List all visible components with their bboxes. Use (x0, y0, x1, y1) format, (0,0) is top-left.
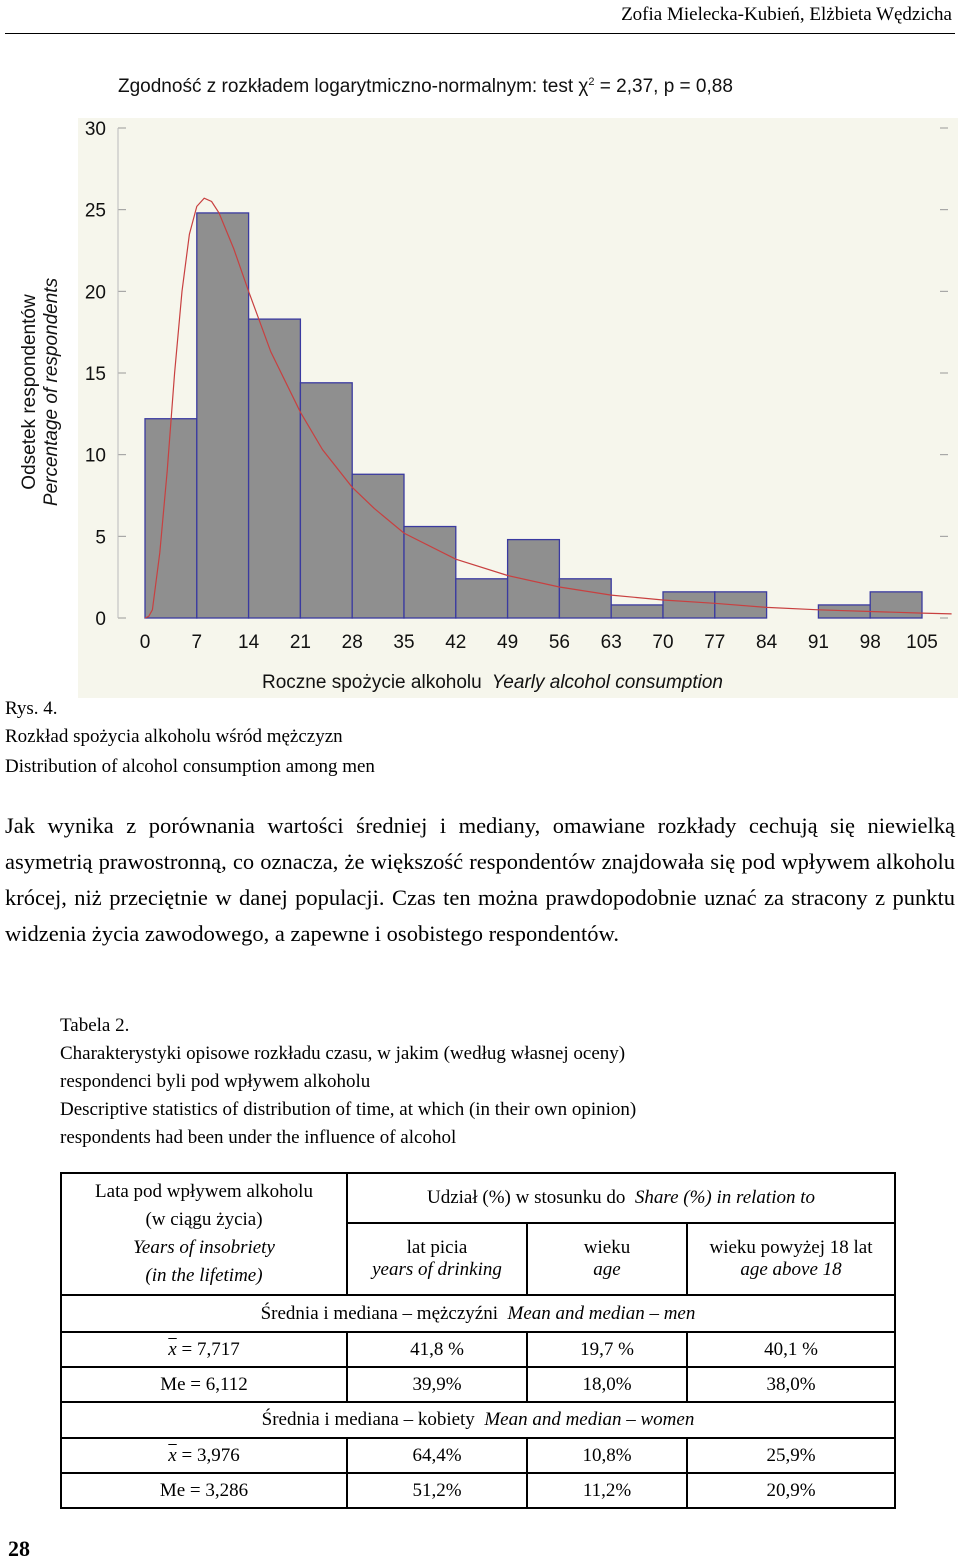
x-tick-label: 21 (289, 632, 311, 653)
x-tick-label: 49 (497, 632, 519, 653)
table-number: Tabela 2. (60, 1015, 130, 1036)
y-tick-label: 20 (84, 282, 106, 304)
statistics-table (60, 1172, 896, 1509)
y-tick-label: 15 (84, 364, 106, 385)
y-axis-label-pl: Odsetek respondentów (19, 294, 40, 490)
header-years-of-drinking: lat picia years of drinking (347, 1223, 527, 1295)
table-row: $\overline{x} = 7,717$ 41,8 % 19,7 % 40,1 % (61, 1332, 895, 1367)
y-tick-label: 5 (95, 527, 106, 549)
x-tick-label: 42 (445, 632, 467, 653)
running-header: Zofia Mielecka-Kubień, Elżbieta Wędzicha (621, 4, 952, 25)
x-tick-label: 7 (191, 632, 203, 653)
x-tick-label: 0 (139, 632, 151, 653)
histogram-bar (300, 383, 352, 618)
x-tick-label: 77 (704, 632, 726, 653)
histogram-bar (404, 527, 456, 618)
figure-title-en: Distribution of alcohol consumption among men (5, 756, 375, 777)
header-age: wieku age (527, 1223, 687, 1295)
y-tick-label: 0 (95, 609, 106, 630)
y-tick-label: 25 (84, 200, 106, 222)
y-tick-label: 10 (84, 445, 106, 467)
x-tick-label: 105 (906, 632, 938, 653)
x-tick-label: 28 (341, 632, 363, 653)
histogram-chart (0, 40, 960, 700)
table-caption (60, 1012, 636, 1152)
table-row: Me = 6,112 39,9% 18,0% 38,0% (61, 1367, 895, 1402)
x-tick-label: 63 (600, 632, 622, 653)
table-title-en-1: Descriptive statistics of distribution of time, at which (in their own opinion) (60, 1099, 637, 1120)
x-tick-label: 98 (859, 632, 881, 653)
histogram-bar (456, 579, 508, 618)
table-title-en-2: respondents had been under the influence of alcohol (60, 1127, 457, 1148)
histogram-bar (611, 605, 663, 618)
x-tick-label: 91 (807, 632, 829, 653)
page-number: 28 (8, 1536, 30, 1561)
x-tick-label: 35 (393, 632, 415, 653)
header-age-above-18: wieku powyżej 18 lat age above 18 (687, 1223, 895, 1295)
histogram-bar (197, 213, 249, 618)
table-row: $\overline{x} = 3,976$ 64,4% 10,8% 25,9% (61, 1438, 895, 1473)
x-tick-label: 84 (756, 632, 778, 653)
histogram-bar (352, 474, 404, 618)
table-title-pl-1: Charakterystyki opisowe rozkładu czasu, w jakim (według własnej oceny) (60, 1043, 626, 1064)
header-rule (5, 33, 955, 34)
section-women: Średnia i mediana – kobiety Mean and median – women (61, 1402, 895, 1438)
header-years: Lata pod wpływem alkoholu (w ciągu życia) Years of insobriety (in the lifetime) (61, 1173, 347, 1295)
body-paragraph: Jak wynika z porównania wartości średniej i mediany, omawiane rozkłady cechują się niewielką asymetrią prawostronną, co oznacza, że większość respondentów znajdowała się pod wpływem alkoholu krócej, niż przeciętnie w danej populacji. Czas ten można prawdopodobnie uznać za stracony z punktu widzenia życia zawodowego, a zapewne i osobistego respondentów. (5, 813, 955, 946)
x-tick-label: 70 (652, 632, 674, 653)
figure-title-pl: Rozkład spożycia alkoholu wśród mężczyzn (5, 726, 343, 747)
chart-title: Zgodność z rozkładem logarytmiczno-normalnym: test $\chi^2 = 2,37$, p = 0,88 (118, 76, 733, 97)
x-axis-label: Roczne spożycie alkoholu Yearly alcohol consumption (262, 672, 723, 693)
header-share-group: Udział (%) w stosunku do Share (%) in relation to (347, 1173, 895, 1223)
x-tick-label: 14 (238, 632, 260, 653)
y-axis-label-en: Percentage of respondents (41, 277, 62, 507)
section-men: Średnia i mediana – mężczyźni Mean and median – men (61, 1295, 895, 1332)
histogram-bar (508, 540, 560, 618)
figure-number: Rys. 4. (5, 698, 58, 719)
histogram-bar (663, 592, 715, 618)
histogram-bar (870, 592, 922, 618)
histogram-bar (249, 319, 301, 618)
table-title-pl-2: respondenci byli pod wpływem alkoholu (60, 1071, 371, 1092)
histogram-bar (559, 579, 611, 618)
table-row: Me = 3,286 51,2% 11,2% 20,9% (61, 1473, 895, 1508)
histogram-bar (145, 419, 197, 618)
x-tick-label: 56 (548, 632, 570, 653)
y-tick-label: 30 (84, 119, 106, 140)
